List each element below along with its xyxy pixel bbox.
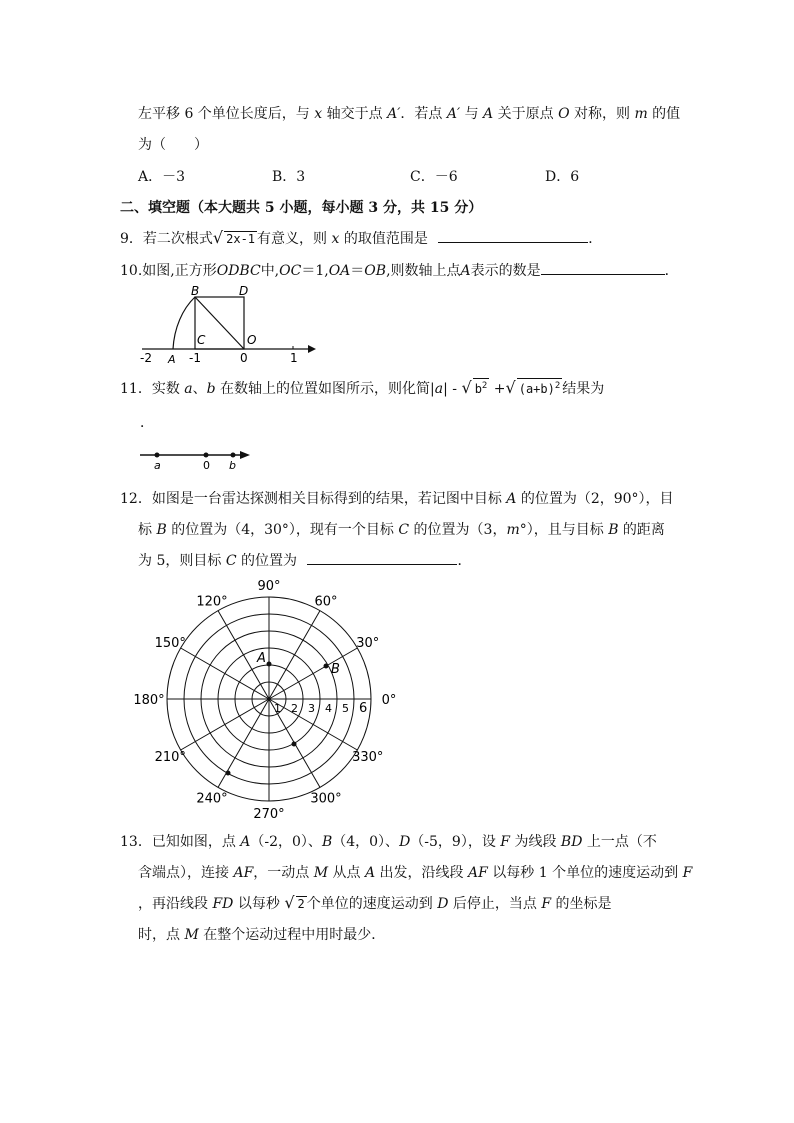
q11: 11．实数 a、b 在数轴上的位置如图所示，则化简|a| - √ $b^2$ +√ $(a+b)^2$ 结果为 [120,378,605,397]
angle-label: 90° [257,579,281,594]
point-b [231,453,236,458]
angle-label: 120° [196,594,228,610]
target-dot [226,771,231,776]
answer-blank[interactable] [438,228,588,243]
radical-sign: √ [212,228,224,247]
section-title: 二、填空题（本大题共 5 小题，每小题 3 分，共 15 分） [120,200,483,216]
choice-d: D．6 [545,169,580,185]
point-0 [204,453,209,458]
tick-label-m2: -2 [140,351,152,365]
ring-label: 6 [359,701,368,716]
q12-line1: 12．如图是一台雷达探测相关目标得到的结果，若记图中目标 A 的位置为（2，90°），目 [120,491,674,507]
ring-label: 2 [291,702,298,715]
ring-label: 3 [308,702,315,715]
q12-line3: 为 5，则目标 C 的位置为 ． [138,550,471,570]
label-a: A [168,353,176,366]
point-a [155,453,160,458]
q8-line1: 左平移 6 个单位长度后，与 x 轴交于点 A′．若点 A′ 与 A 关于原点 O 对称，则 m 的值 [138,106,681,122]
target-dot [292,742,297,747]
radar-ray [269,611,320,699]
q10: 10.如图,正方形ODBC中,OC＝1,OA＝OB,则数轴上点A表示的数是 ． [120,260,679,280]
angle-label: 240° [196,791,228,807]
q13-line3: ，再沿线段 FD 以每秒 √ 2 个单位的速度运动到 D 后停止，当点 F 的坐标是 [138,893,612,912]
radical-sign: √ [461,378,472,397]
radar-figure [130,578,410,818]
angle-label: 270° [253,807,285,818]
label-b: B [191,284,200,298]
ring-label: 1 [274,702,281,715]
angle-label: 60° [314,594,338,610]
angle-label: 180° [133,693,165,708]
angle-label: 0° [381,693,397,708]
label-o: O [247,333,257,347]
answer-blank[interactable] [307,550,457,565]
axis-arrow [308,345,316,353]
label-a: a [154,459,161,472]
target-b-dot [324,664,329,669]
label-d: D [239,284,249,298]
tick-label-1: 1 [290,351,298,365]
radar-ray [218,699,269,787]
angle-label: 300° [310,791,342,807]
radar-ray [181,648,269,699]
axis-arrow [240,451,250,459]
choice-b: B．3 [272,169,306,185]
q12-line2: 标 B 的位置为（4，30°），现有一个目标 C 的位置为（3，m°），且与目标 B 的距离 [138,522,665,538]
target-a-dot [267,662,272,667]
figure-numberline-ab [136,446,256,474]
q8-line2: 为（ ） [138,137,208,153]
q13-line4: 时，点 M 在整个运动过程中用时最少． [138,927,386,943]
label-c: C [197,333,206,347]
radar-ray [181,699,269,750]
target-a-label: A [257,651,266,666]
angle-label: 330° [352,750,384,765]
q13-line2: 含端点），连接 AF，一动点 M 从点 A 出发，沿线段 AF 以每秒 1 个单位的速度运动到 F [138,865,693,881]
angle-label: 210° [154,750,186,765]
tick-label-0: 0 [240,351,248,365]
answer-blank[interactable] [541,260,665,275]
radar-ray [269,648,357,699]
angle-label: 30° [356,636,380,651]
target-b-label: B [331,662,340,677]
q9: 9．若二次根式√ 2x-1 有意义，则 x 的取值范围是 ． [120,228,603,247]
arc [173,297,195,349]
q11-line2: ． [140,415,154,431]
tick-label-m1: -1 [189,351,201,365]
radical-sign: √ [505,378,516,397]
figure-square-numberline [130,282,330,366]
q13-line1: 13．已知如图，点 A（-2，0）、B（4，0）、D（-5，9），设 F 为线段 BD 上一点（不 [120,834,657,850]
choice-c: C．－6 [410,169,458,185]
choice-a: A．－3 [138,169,186,185]
label-0: 0 [203,459,210,472]
radical-sign: √ [284,893,295,912]
ring-label: 4 [325,702,332,715]
ring-label: 5 [342,702,349,715]
angle-label: 150° [154,636,186,651]
label-b: b [229,459,236,472]
radar-rays [167,597,371,801]
